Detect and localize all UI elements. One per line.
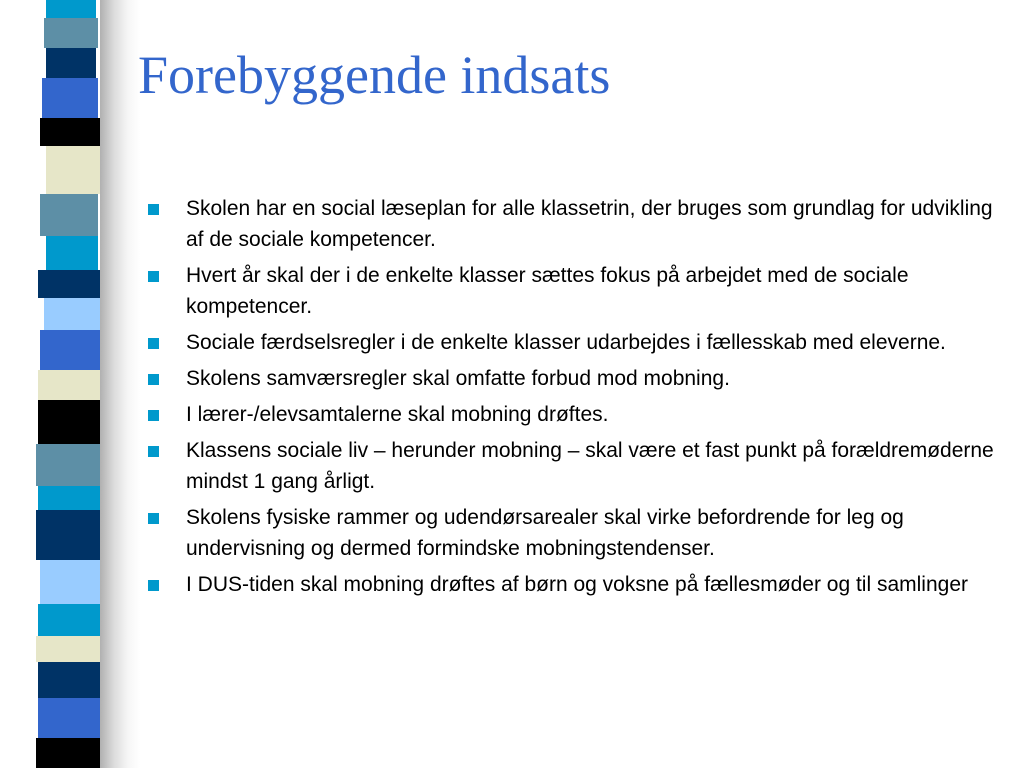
bullet-item — [148, 327, 998, 358]
stripe-segment — [38, 270, 100, 298]
stripe-segment — [40, 330, 100, 370]
bullet-text: Hvert år skal der i de enkelte klasser sættes fokus på arbejdet med de sociale kompetencer. — [186, 264, 909, 318]
stripe-band-shadow — [100, 0, 140, 768]
bullet-item — [148, 363, 998, 394]
square-bullet-icon — [148, 204, 159, 215]
stripe-segment — [44, 18, 98, 48]
stripe-segment — [38, 400, 102, 444]
stripe-segment — [44, 298, 100, 330]
stripe-segment — [36, 444, 102, 486]
bullet-text: Klassens sociale liv – herunder mobning – skal være et fast punkt på forældremøderne mindst 1 gang årligt. — [186, 439, 994, 493]
stripe-segment — [42, 78, 98, 118]
square-bullet-icon — [148, 410, 159, 421]
stripe-segment — [46, 48, 96, 78]
stripe-segment — [38, 662, 100, 698]
bullet-item — [148, 193, 998, 255]
bullet-item — [148, 399, 998, 430]
square-bullet-icon — [148, 446, 159, 457]
slide-title: Forebyggende indsats — [138, 45, 611, 105]
stripe-segment — [38, 698, 102, 738]
square-bullet-icon — [148, 374, 159, 385]
bullet-text: Skolen har en social læseplan for alle klassetrin, der bruges som grundlag for udvikling af de sociale kompetencer. — [186, 197, 993, 251]
stripe-segment — [36, 738, 102, 768]
stripe-segment — [38, 486, 102, 510]
bullet-item — [148, 569, 998, 600]
bullet-text: Skolens samværsregler skal omfatte forbud mod mobning. — [186, 367, 730, 390]
bullet-item — [148, 502, 998, 564]
square-bullet-icon — [148, 338, 159, 349]
bullet-text: Sociale færdselsregler i de enkelte klasser udarbejdes i fællesskab med eleverne. — [186, 331, 946, 354]
stripe-segment — [40, 118, 100, 146]
stripe-segment — [38, 604, 102, 636]
stripe-segment — [40, 194, 98, 236]
bullet-item — [148, 435, 998, 497]
square-bullet-icon — [148, 513, 159, 524]
stripe-segment — [46, 0, 96, 18]
stripe-segment — [46, 146, 100, 194]
bullet-list — [148, 193, 998, 605]
bullet-item — [148, 260, 998, 322]
stripe-segment — [38, 370, 100, 400]
stripe-segment — [36, 510, 102, 560]
square-bullet-icon — [148, 580, 159, 591]
bullet-text: I lærer-/elevsamtalerne skal mobning drøftes. — [186, 403, 609, 426]
bullet-text: I DUS-tiden skal mobning drøftes af børn og voksne på fællesmøder og til samlinger — [186, 573, 968, 596]
bullet-text: Skolens fysiske rammer og udendørsarealer skal virke befordrende for leg og undervisning og dermed formindske mobningstendenser. — [186, 506, 904, 560]
stripe-segment — [36, 636, 102, 662]
square-bullet-icon — [148, 271, 159, 282]
decorative-stripe-band — [0, 0, 140, 768]
stripe-segment — [46, 236, 98, 270]
stripe-segment — [40, 560, 102, 604]
